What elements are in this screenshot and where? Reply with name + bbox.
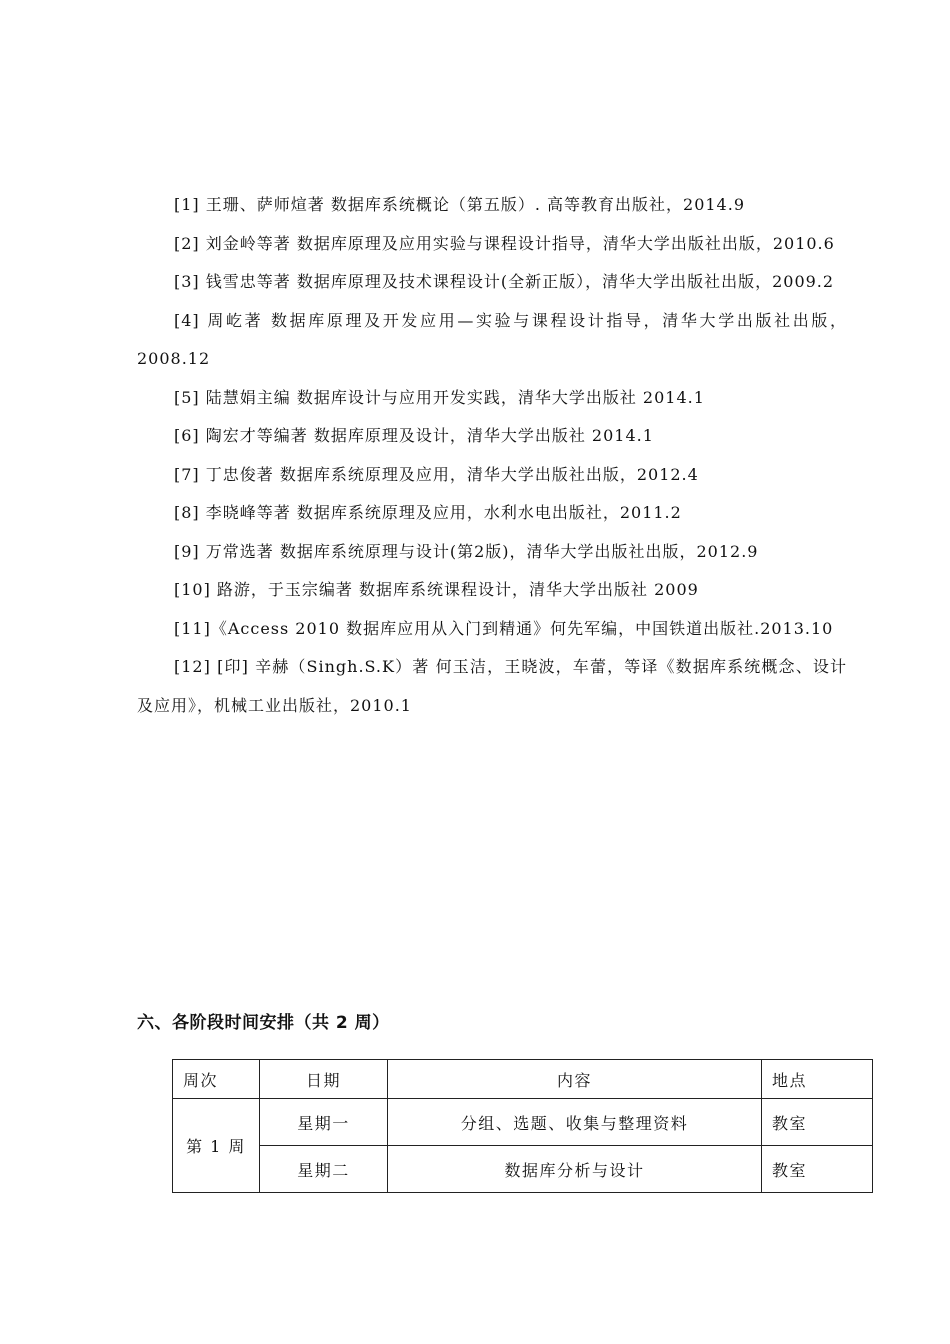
- reference-item: [6] 陶宏才等编著 数据库原理及设计，清华大学出版社 2014.1: [174, 426, 654, 445]
- reference-item: [4] 周屹著 数据库原理及开发应用—实验与课程设计指导，清华大学出版社出版，2008.12: [137, 310, 847, 368]
- reference-item: [3] 钱雪忠等著 数据库原理及技术课程设计(全新正版），清华大学出版社出版，2009.2: [174, 272, 835, 291]
- table-header-row: [173, 1060, 873, 1099]
- header-content: 内容: [388, 1060, 762, 1099]
- date-cell: 星期一: [260, 1099, 388, 1146]
- content-cell: 数据库分析与设计: [388, 1146, 762, 1193]
- reference-item: [5] 陆慧娟主编 数据库设计与应用开发实践，清华大学出版社 2014.1: [174, 387, 705, 407]
- reference-item: [10] 路游，于玉宗编著 数据库系统课程设计，清华大学出版社 2009: [174, 580, 699, 599]
- header-week: 周次: [173, 1060, 260, 1099]
- reference-item: [7] 丁忠俊著 数据库系统原理及应用，清华大学出版社出版，2012.4: [174, 464, 699, 484]
- place-cell: 教室: [762, 1146, 873, 1193]
- reference-list: [137, 186, 847, 725]
- date-cell: 星期二: [260, 1146, 388, 1193]
- schedule-table: [172, 1059, 873, 1193]
- header-place: 地点: [762, 1060, 873, 1099]
- reference-item: [1] 王珊、萨师煊著 数据库系统概论（第五版）. 高等教育出版社，2014.9: [174, 195, 745, 214]
- reference-item: [9] 万常选著 数据库系统原理与设计(第2版)，清华大学出版社出版，2012.9: [174, 541, 759, 561]
- reference-item: [8] 李晓峰等著 数据库系统原理及应用，水利水电出版社，2011.2: [174, 503, 682, 522]
- place-cell: 教室: [762, 1099, 873, 1146]
- reference-item: [12] [印] 辛赫（Singh.S.K）著 何玉洁，王晓波，车蕾，等译《数据库系统概念、设计及应用》，机械工业出版社，2010.1: [137, 657, 847, 715]
- reference-item: [2] 刘金岭等著 数据库原理及应用实验与课程设计指导，清华大学出版社出版，2010.6: [174, 233, 835, 253]
- header-date: 日期: [260, 1060, 388, 1099]
- reference-item: [11]《Access 2010 数据库应用从入门到精通》何先军编，中国铁道出版社.2013.10: [174, 618, 834, 638]
- section-heading: 六、各阶段时间安排（共 2 周）: [137, 1013, 390, 1033]
- table-row: [173, 1146, 873, 1193]
- table-row: [173, 1099, 873, 1146]
- content-cell: 分组、选题、收集与整理资料: [388, 1099, 762, 1146]
- week-cell: 第 1 周: [173, 1099, 260, 1193]
